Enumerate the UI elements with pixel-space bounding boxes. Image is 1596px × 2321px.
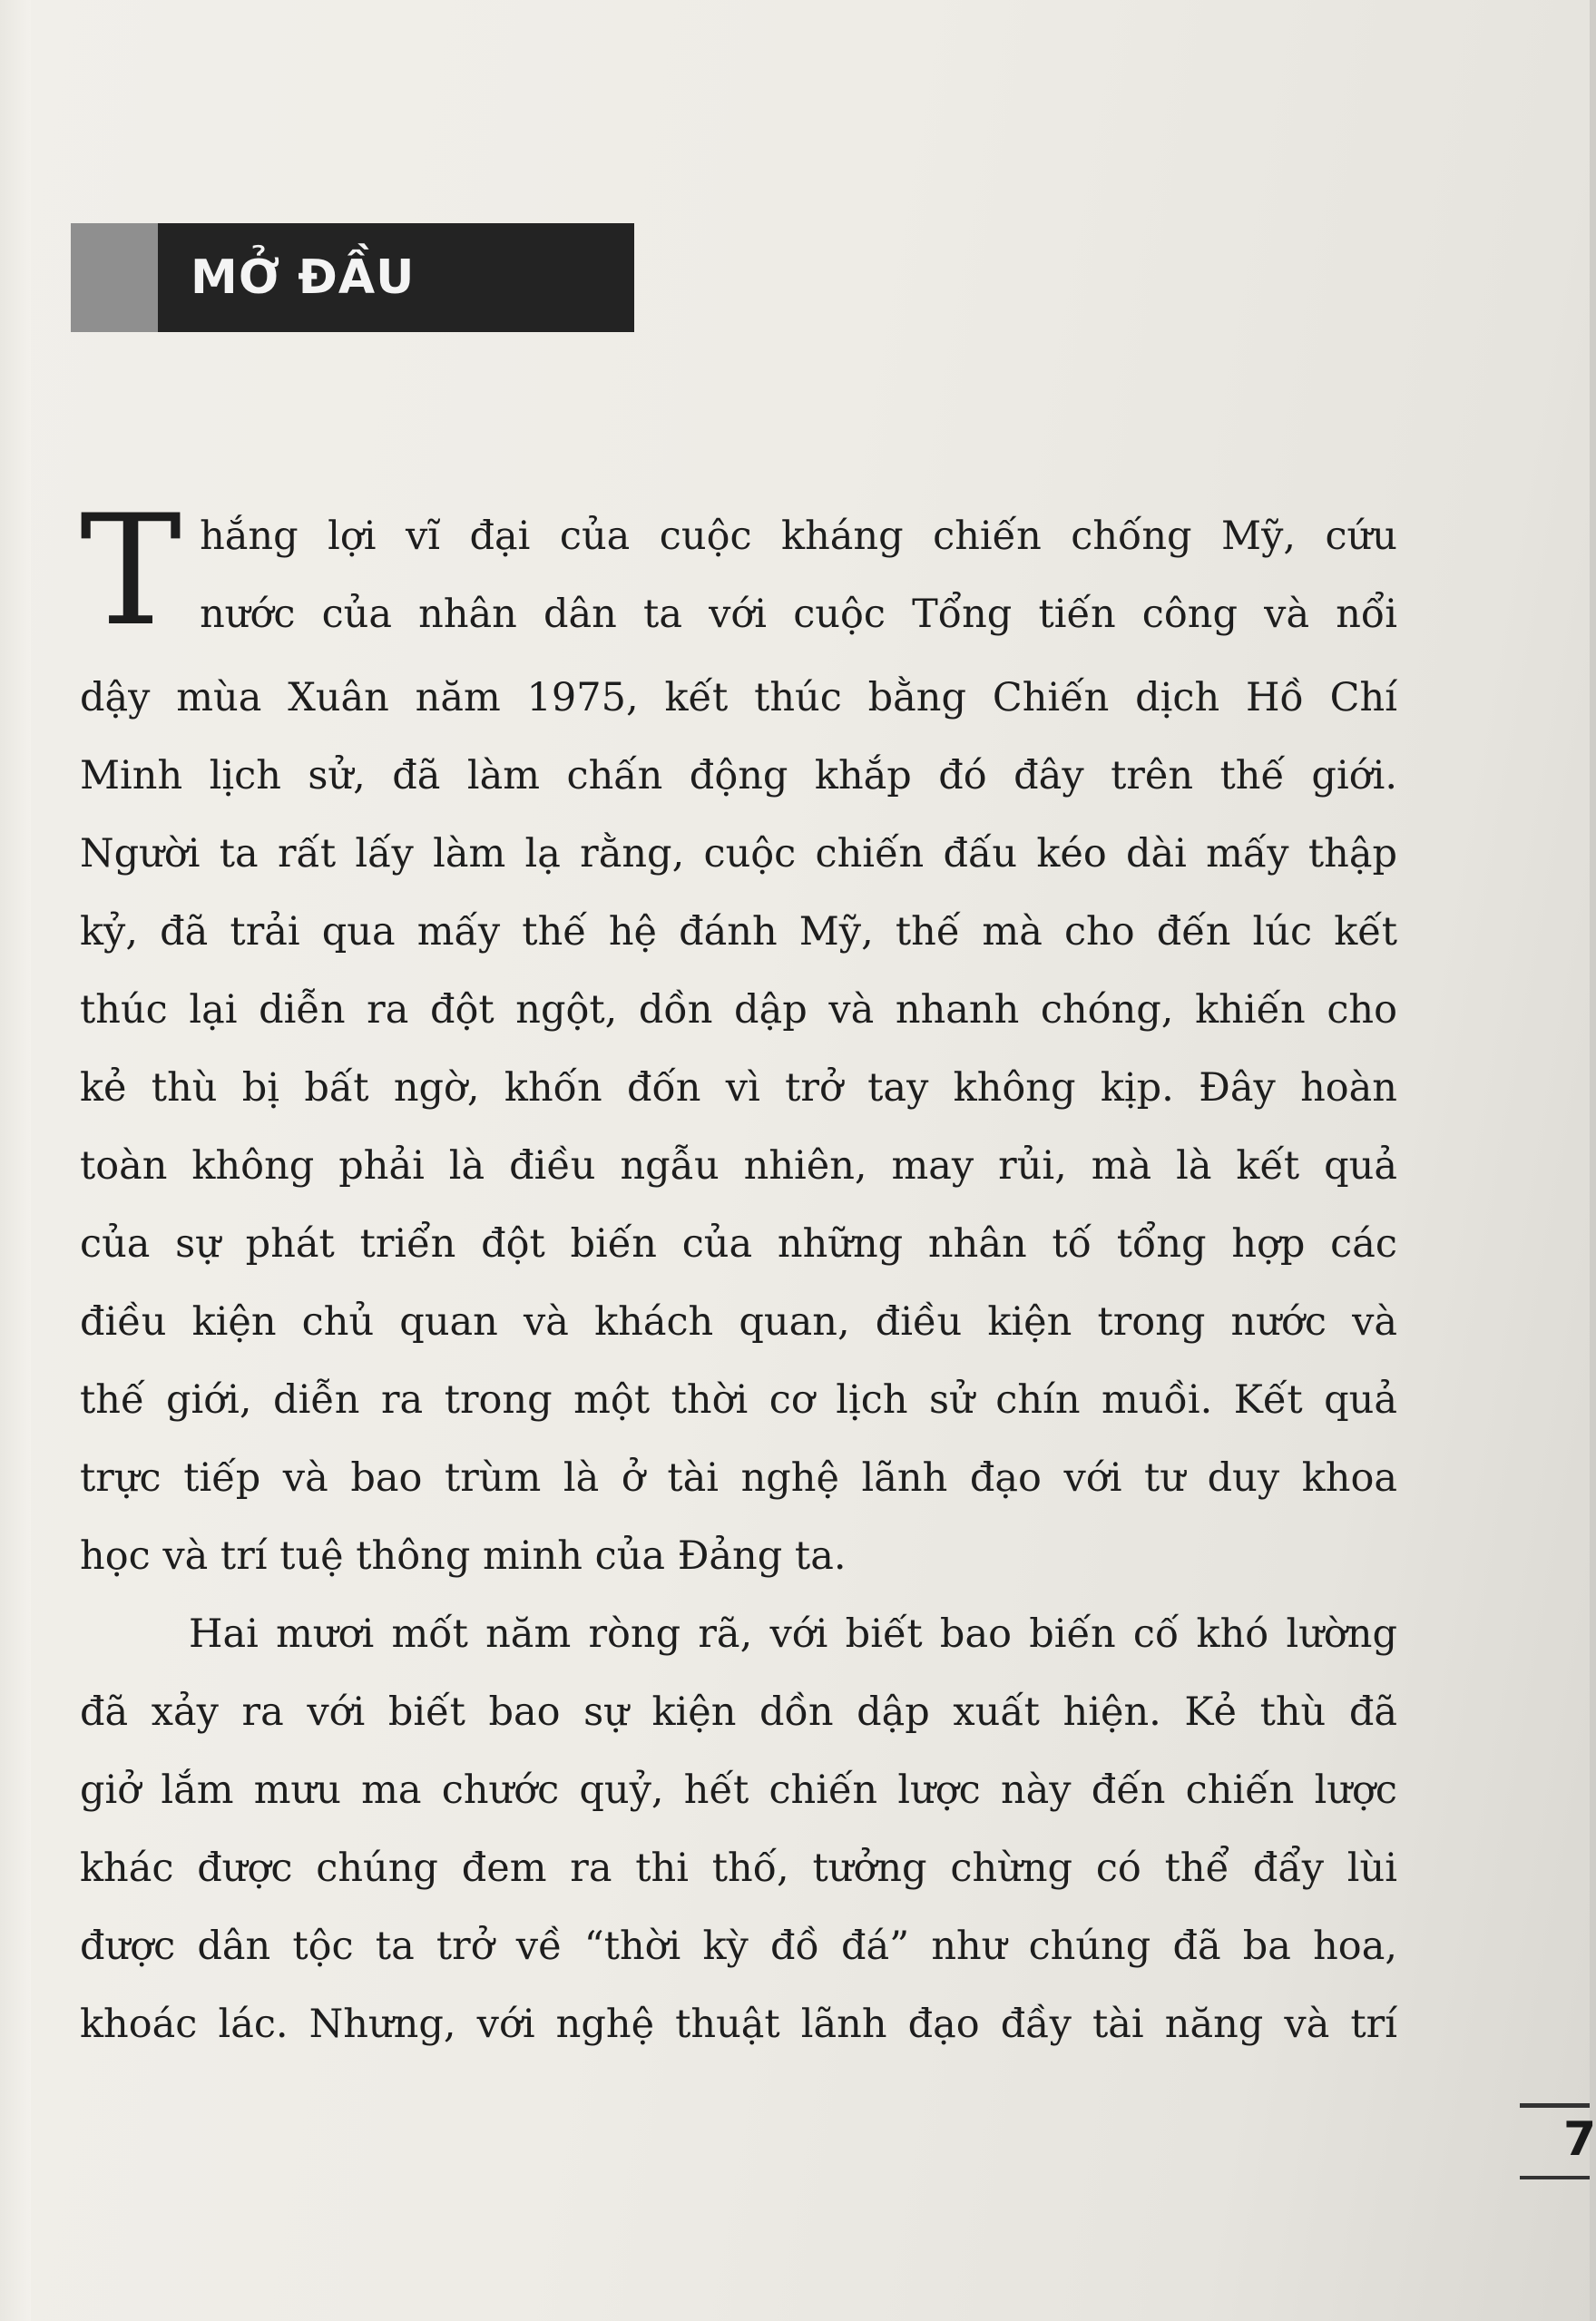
heading-tab [71,223,158,332]
text-line: Người ta rất lấy làm lạ rằng, cuộc chiến đấu kéo dài mấy thập [80,831,1397,876]
text-line: khoác lác. Nhưng, với nghệ thuật lãnh đạo đầy tài năng và trí [80,2002,1397,2047]
page-number-rule [1520,2176,1590,2179]
text-line: học và trí tuệ thông minh của Đảng ta. [80,1533,847,1579]
text-line: được dân tộc ta trở về “thời kỳ đồ đá” như chúng đã ba hoa, [80,1924,1397,1969]
section-heading [71,223,634,332]
text-line: trực tiếp và bao trùm là ở tài nghệ lãnh đạo với tư duy khoa [80,1455,1397,1501]
text-line: khác được chúng đem ra thi thố, tưởng chừng có thể đẩy lùi [80,1846,1397,1891]
text-line: nước của nhân dân ta với cuộc Tổng tiến công và nổi [200,592,1397,637]
text-line: giở lắm mưu ma chước quỷ, hết chiến lược này đến chiến lược [80,1768,1397,1813]
page-number-block [1520,2103,1596,2179]
text-line: Hai mươi mốt năm ròng rã, với biết bao biến cố khó lường [189,1611,1397,1657]
text-line: kỷ, đã trải qua mấy thế hệ đánh Mỹ, thế mà cho đến lúc kết [80,909,1397,955]
page-number-rule [1520,2103,1590,2108]
text-line: thúc lại diễn ra đột ngột, dồn dập và nhanh chóng, khiến cho [80,987,1397,1033]
section-title: MỞ ĐẦU [191,250,416,305]
paragraph-2 [80,1595,1397,2063]
body-text [80,482,1397,2063]
text-line: đã xảy ra với biết bao sự kiện dồn dập xuất hiện. Kẻ thù đã [80,1689,1397,1735]
text-line: kẻ thù bị bất ngờ, khốn đốn vì trở tay không kịp. Đây hoàn [80,1065,1397,1111]
paragraph-1 [80,482,1397,1595]
drop-cap: T [80,482,182,660]
text-line: điều kiện chủ quan và khách quan, điều kiện trong nước và [80,1299,1397,1345]
text-line: hắng lợi vĩ đại của cuộc kháng chiến chống Mỹ, cứu [200,514,1397,559]
text-line: toàn không phải là điều ngẫu nhiên, may rủi, mà là kết quả [80,1143,1397,1189]
text-line: của sự phát triển đột biến của những nhân tố tổng hợp các [80,1221,1397,1267]
page-number: 7 [1563,2112,1596,2167]
text-line: Minh lịch sử, đã làm chấn động khắp đó đây trên thế giới. [80,753,1397,798]
text-line: thế giới, diễn ra trong một thời cơ lịch sử chín muồi. Kết quả [80,1377,1397,1423]
text-line: dậy mùa Xuân năm 1975, kết thúc bằng Chiến dịch Hồ Chí [80,675,1397,720]
heading-bar [158,223,634,332]
page-gutter [0,0,31,2321]
